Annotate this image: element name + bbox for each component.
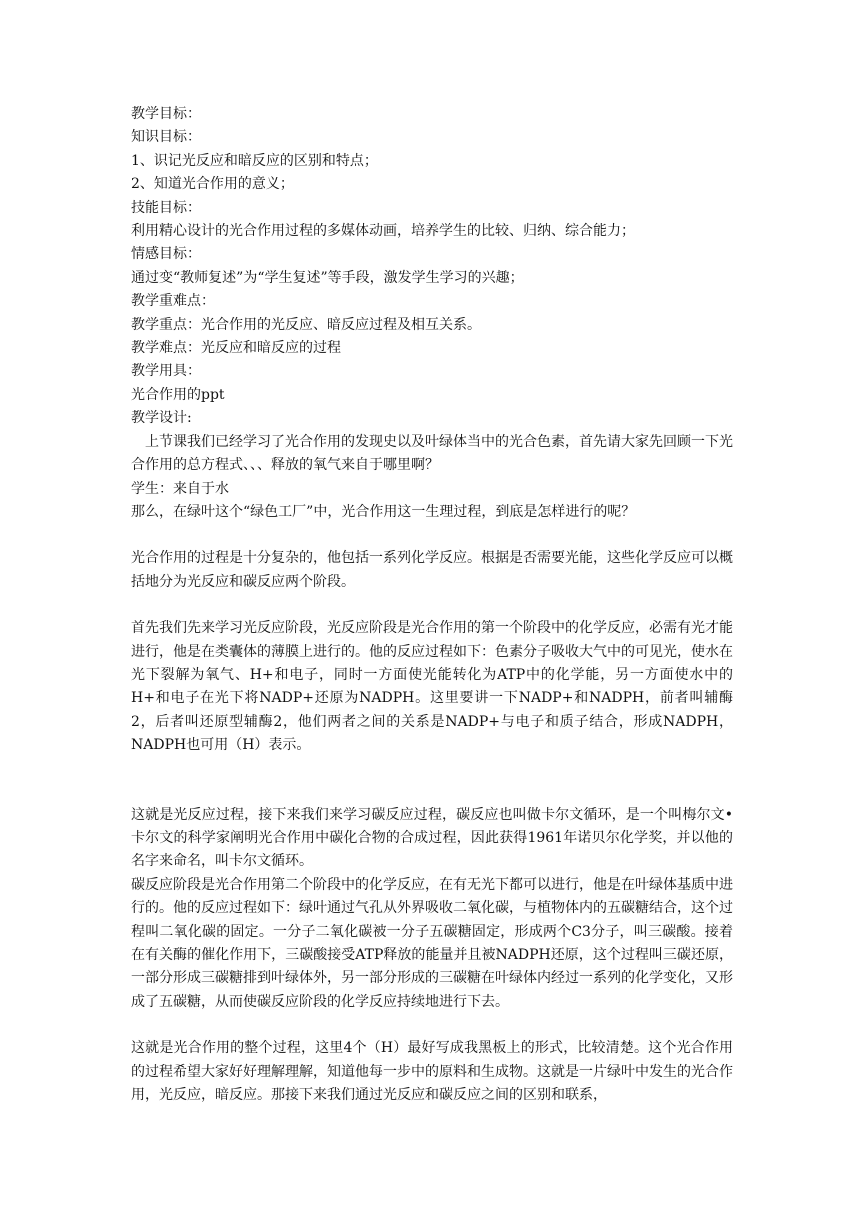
heading-teaching-tools: 教学用具：	[131, 363, 201, 380]
heading-teaching-design: 教学设计:	[131, 410, 192, 427]
heading-knowledge-goals: 知识目标：	[131, 129, 201, 146]
key-point-text: 教学重点：光合作用的光反应、暗反应过程及相互关系。	[131, 316, 481, 333]
emotion-goal-text: 通过变“教师复述”为“学生复述”等手段，激发学生学习的兴趣；	[131, 269, 524, 286]
summary-paragraph: 这就是光合作用的整个过程，这里4个（H）最好写成我黑板上的形式，比较清楚。这个光合作用的过程希望大家好好理解理解，知道他每一步中的原料和生成物。这就是一片绿叶中发生的光合作用，光反应，暗反应。那接下来我们通过光反应和碳反应之间的区别和联系，	[131, 1040, 733, 1104]
document-page	[131, 103, 733, 1107]
heading-key-difficult-points: 教学重难点：	[131, 293, 215, 310]
skill-goal-text: 利用精心设计的光合作用过程的多媒体动画，培养学生的比较、归纳、综合能力；	[131, 223, 635, 240]
difficult-point-text: 教学难点：光反应和暗反应的过程	[131, 340, 341, 357]
knowledge-goal-2: 2、知道光合作用的意义；	[131, 176, 294, 193]
heading-skill-goals: 技能目标：	[131, 199, 201, 216]
overview-paragraph: 光合作用的过程是十分复杂的，他包括一系列化学反应。根据是否需要光能，这些化学反应可以概括地分为光反应和碳反应两个阶段。	[131, 550, 733, 590]
student-answer: 学生：来自于水	[131, 480, 229, 497]
heading-emotion-goals: 情感目标：	[131, 246, 201, 263]
transition-paragraph: 那么，在绿叶这个“绿色工厂”中，光合作用这一生理过程，到底是怎样进行的呢？	[131, 503, 636, 520]
heading-teaching-goals: 教学目标：	[131, 106, 201, 122]
calvin-cycle-intro-paragraph: 这就是光反应过程，接下来我们来学习碳反应过程，碳反应也叫做卡尔文循环，是一个叫梅尔文•卡尔文的科学家阐明光合作用中碳化合物的合成过程，因此获得1961年诺贝尔化学奖，并以他的名字来命名，叫卡尔文循环。	[131, 806, 733, 870]
review-question-paragraph: 上节课我们已经学习了光合作用的发现史以及叶绿体当中的光合色素，首先请大家先回顾一下光合作用的总方程式、、、释放的氧气来自于哪里啊？	[131, 433, 733, 474]
light-reaction-paragraph: 首先我们先来学习光反应阶段，光反应阶段是光合作用的第一个阶段中的化学反应，必需有光才能进行，他是在类囊体的薄膜上进行的。他的反应过程如下：色素分子吸收大气中的可见光，使水在光下裂解为氧气、H+和电子，同时一方面使光能转化为ATP中的化学能，另一方面使水中的H+和电子在光下将NADP+还原为NADPH。这里要讲一下NADP+和NADPH，前者叫辅酶2，后者叫还原型辅酶2，他们两者之间的关系是NADP+与电子和质子结合，形成NADPH，NADPH也可用（H）表示。	[131, 620, 733, 754]
knowledge-goal-1: 1、识记光反应和暗反应的区别和特点；	[131, 152, 378, 169]
carbon-reaction-paragraph: 碳反应阶段是光合作用第二个阶段中的化学反应，在有无光下都可以进行，他是在叶绿体基质中进行的。他的反应过程如下：绿叶通过气孔从外界吸收二氧化碳，与植物体内的五碳糖结合，这个过程叫二氧化碳的固定。一分子二氧化碳被一分子五碳糖固定，形成两个C3分子，叫三碳酸。接着在有关酶的催化作用下，三碳酸接受ATP释放的能量并且被NADPH还原，这个过程叫三碳还原，一部分形成三碳糖排到叶绿体外，另一部分形成的三碳糖在叶绿体内经过一系列的化学变化，又形成了五碳糖，从而使碳反应阶段的化学反应持续地进行下去。	[131, 876, 733, 1010]
teaching-tool-text: 光合作用的ppt	[131, 386, 225, 403]
